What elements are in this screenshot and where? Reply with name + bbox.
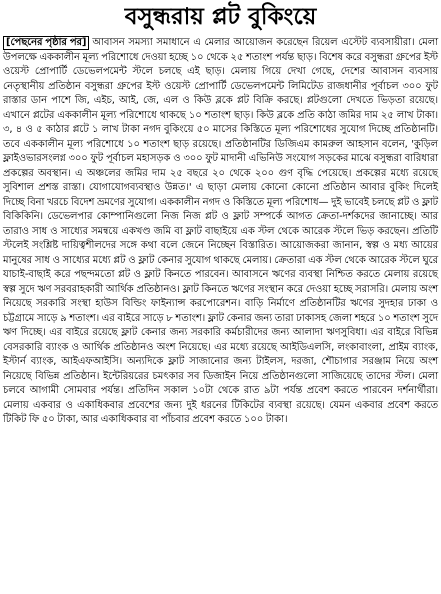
article-headline: বসুন্ধরায় প্লট বুকিংয়ে <box>124 4 317 30</box>
article-body <box>3 36 438 428</box>
continued-from-label: [পেছনের পৃষ্ঠার পর] <box>3 36 89 50</box>
article-body-text: আবাসন সমস্যা সমাধানে এ মেলার আয়োজন করেছেন রিয়েল এস্টেট ব্যবসায়ীরা। মেলা উপলক্ষে এককালীন মূল্য পরিশোধে দেওয়া হচ্ছে ১০ থেকে ২৫ শতাংশ পর্যন্ত ছাড়। বিশেষ করে বসুন্ধরা গ্রুপের ইস্ট ওয়েস্ট প্রোপার্টি ডেভেলপমেন্ট স্টলে চলছে এই ছাড়। মেলায় গিয়ে দেখা গেছে, দেশের আবাসন ব্যবসায় নেতৃস্থানীয় প্রতিষ্ঠান বসুন্ধরা গ্রুপের ইস্ট ওয়েস্ট প্রোপার্টি ডেভেলপমেন্ট লিমিটেড রাজধানীর পূর্বাচল ৩০০ ফুট রাস্তার ডান পাশে জি, এইচ, আই, জে, এল ও কিউ ব্লকে প্লট বিক্রি করছে। প্লটগুলো দেখতে ভিড়তা রয়েছে। এখানে প্লটের এককালীন মূল্য পরিশোধে থাকছে ১০ শতাংশ ছাড়। কিউ ব্লকে প্রতি কাঠা জমির দাম ২৫ লাখ টাকা। ৩, ৪ ও ৫ কাঠার প্লটে ১ লাখ টাকা নগদ বুকিংয়ে ৫০ মাসের কিস্তিতে মূল্য পরিশোধের সুযোগ দিচ্ছে প্রতিষ্ঠানটি। তবে এককালীন মূল্য পরিশোধে ১০ শতাংশ ছাড় রয়েছে। প্রতিষ্ঠানটির ডিজিএম কামরুল আহসান বলেন, 'কুড়িল ফ্লাইওভারসংলগ্ন ৩০০ ফুট পূর্বাচল মহাসড়ক ও ৩০০ ফুট মাদানী এভিনিউ সংযোগ সড়কের মাঝে বসুন্ধরা বারিধারা প্রকল্পের অবস্থান। এ অঞ্চলের জমির দাম ২৫ বছরে ২০ থেকে ২০০ গুণ বৃদ্ধি পেয়েছে। প্রকল্পের মধ্যে রয়েছে সুবিশাল প্রশস্ত রাস্তা। যোগাযোগব্যবস্থাও উন্নত।' এ ছাড়া মেলায় কোনো কোনো প্রতিষ্ঠান আবার বুকিং দিলেই দিচ্ছে বিনা খরচে বিদেশ ভ্রমণের সুযোগ। এককালীন নগদ ও কিস্তিতে মূল্য পরিশোধ— দুই ভাবেই চলছে প্লট ও ফ্লাট বিকিকিনি। ডেভেলপার কোম্পানিগুলো নিজ নিজ প্লট ও ফ্লাট সম্পর্কে আগত ক্রেতা-দর্শকদের জানাচ্ছে। আর তারাও সাধ ও সাধ্যের সমন্বয়ে একখণ্ড জমি বা ফ্লাট বাছাইয়ে এক স্টল থেকে আরেক স্টলে ভিড় করছেন। প্রতিটি স্টলেই সংশ্লিষ্ট দায়িত্বশীলদের সঙ্গে কথা বলে জেনে নিচ্ছেন বিস্তারিত। আয়োজকরা জানান, স্বল্প ও মধ্য আয়ের মানুষের সাধ ও সাধ্যের মধ্যে প্লট ও ফ্লাট কেনার সুযোগ থাকছে মেলায়। ক্রেতারা এক স্টল থেকে আরেক স্টলে ঘুরে যাচাই-বাছাই করে পছন্দমতো প্লট ও ফ্লাট কিনতে পারবেন। আবাসনে ঋণের ব্যবস্থা নিশ্চিত করতে মেলায় রয়েছে স্বল্প সুদে ঋণ সরবরাহকারী আর্থিক প্রতিষ্ঠানও। ফ্লাট কিনতে ঋণের সংস্থান করে দেওয়া হচ্ছে সরাসরি। মেলায় অংশ নিয়েছে সরকারি সংস্থা হাউস বিল্ডিং ফাইন্যান্স করপোরেশন। বাড়ি নির্মাণে প্রতিষ্ঠানটির ঋণের সুদহার ঢাকা ও চট্টগ্রামে সাড়ে ৯ শতাংশ। এর বাইরে সাড়ে ৮ শতাংশ। ফ্লাট কেনার জন্য তারা ঢাকাসহ জেলা শহরে ১০ শতাংশ সুদে ঋণ দিচ্ছে। এর বাইরে রয়েছে ফ্লাট কেনার জন্য সরকারি কর্মচারীদের জন্য আলাদা ঋণসুবিধা। এর বাইরে বিভিন্ন বেসরকারি ব্যাংক ও আর্থিক প্রতিষ্ঠানও অংশ নিয়েছে। এর মধ্যে রয়েছে আইডিএলসি, লংকাবাংলা, প্রাইম ব্যাংক, ইস্টার্ন ব্যাংক, আইএফআইসি। অন্যদিকে ফ্লাট সাজানোর জন্য টাইলস, দরজা, শৌচাগার সরঞ্জাম নিয়ে অংশ নিয়েছে বিভিন্ন প্রতিষ্ঠান। ইন্টেরিয়রের চমৎকার সব ডিজাইন নিয়ে প্রতিষ্ঠানগুলো সাজিয়েছে তাদের স্টল। মেলা চলবে আগামী সোমবার পর্যন্ত। প্রতিদিন সকাল ১০টা থেকে রাত ৯টা পর্যন্ত প্রবেশ করতে পারবেন দর্শনার্থীরা। মেলায় একবার ও একাধিকবার প্রবেশের জন্য দুই ধরনের টিকিটের ব্যবস্থা রয়েছে। যেমন একবার প্রবেশ করতে টিকিট ফি ৫০ টাকা, আর একাধিকবার বা পাঁচবার প্রবেশ করতে ১০০ টাকা। <box>3 37 438 425</box>
